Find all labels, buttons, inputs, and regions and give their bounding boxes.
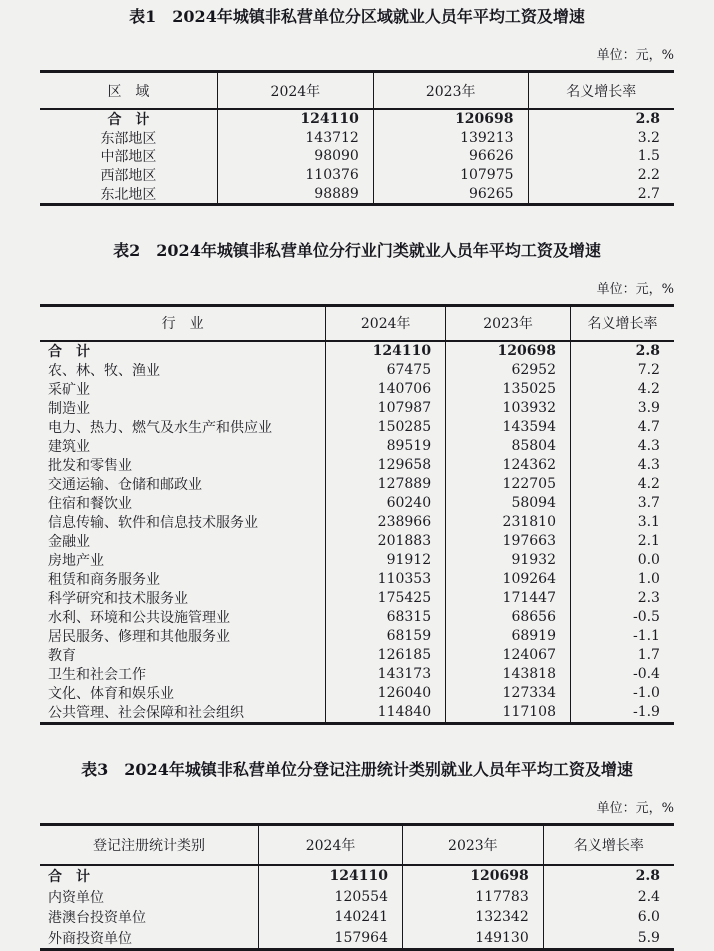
table-row <box>40 418 674 437</box>
row-label: 卫生和社会工作 <box>48 667 146 684</box>
value-2023: 68919 <box>445 627 570 646</box>
value-2024: 201883 <box>325 532 445 551</box>
value-2024: 68315 <box>325 608 445 627</box>
growth-rate: 2.8 <box>528 110 674 129</box>
table-row <box>40 147 674 166</box>
row-label: 批发和零售业 <box>48 458 132 475</box>
value-2024: 124110 <box>325 342 445 361</box>
growth-rate: -1.9 <box>570 703 674 722</box>
table-row <box>40 866 674 887</box>
value-2024: 150285 <box>325 418 445 437</box>
table2-column-header-industry: 行 业 <box>161 316 204 333</box>
table-row <box>40 927 674 948</box>
table2-title: 表2 2024年城镇非私营单位分行业门类就业人员年平均工资及增速 <box>113 240 601 260</box>
value-2023: 135025 <box>445 380 570 399</box>
value-2024: 157964 <box>258 927 402 948</box>
value-2024: 98090 <box>217 147 373 166</box>
growth-rate: 2.2 <box>528 166 674 185</box>
row-label: 制造业 <box>48 401 90 418</box>
growth-rate: 5.9 <box>543 927 674 948</box>
table-row <box>40 456 674 475</box>
growth-rate: 2.8 <box>570 342 674 361</box>
value-2024: 143712 <box>217 129 373 148</box>
value-2024: 110353 <box>325 570 445 589</box>
row-label: 教育 <box>48 648 76 665</box>
table-row <box>40 184 674 203</box>
growth-rate: 4.7 <box>570 418 674 437</box>
value-2024: 129658 <box>325 456 445 475</box>
row-label: 外商投资单位 <box>48 930 132 947</box>
table-row <box>40 665 674 684</box>
value-2023: 149130 <box>402 927 543 948</box>
value-2024: 124110 <box>217 110 373 129</box>
growth-rate: 2.4 <box>543 886 674 907</box>
growth-rate: 3.7 <box>570 494 674 513</box>
value-2024: 126040 <box>325 684 445 703</box>
table3-column-header-growth: 名义增长率 <box>543 826 674 864</box>
value-2024: 110376 <box>217 166 373 185</box>
table-row <box>40 570 674 589</box>
table1-column-header-2023: 2023年 <box>373 73 528 108</box>
value-2023: 122705 <box>445 475 570 494</box>
value-2023: 103932 <box>445 399 570 418</box>
value-2024: 67475 <box>325 361 445 380</box>
table-row <box>40 886 674 907</box>
table1-column-header-growth: 名义增长率 <box>528 73 674 108</box>
row-label: 住宿和餐饮业 <box>48 496 132 513</box>
table-row <box>40 361 674 380</box>
growth-rate: 1.5 <box>528 147 674 166</box>
value-2023: 120698 <box>445 342 570 361</box>
table1-column-header-2024: 2024年 <box>217 73 373 108</box>
value-2023: 96626 <box>373 147 528 166</box>
value-2024: 140706 <box>325 380 445 399</box>
row-label: 港澳台投资单位 <box>48 910 146 927</box>
value-2023: 117783 <box>402 886 543 907</box>
value-2023: 127334 <box>445 684 570 703</box>
table-row <box>40 646 674 665</box>
value-2024: 238966 <box>325 513 445 532</box>
value-2023: 132342 <box>402 907 543 928</box>
table-row <box>40 437 674 456</box>
row-label: 内资单位 <box>48 889 104 906</box>
row-label: 科学研究和技术服务业 <box>48 591 188 608</box>
row-label: 东部地区 <box>100 130 157 147</box>
value-2024: 140241 <box>258 907 402 928</box>
table-row <box>40 110 674 129</box>
row-label: 房地产业 <box>48 553 104 570</box>
value-2024: 89519 <box>325 437 445 456</box>
table-row <box>40 608 674 627</box>
value-2023: 117108 <box>445 703 570 722</box>
row-label: 水利、环境和公共设施管理业 <box>48 610 230 627</box>
region-wage-table <box>40 70 674 206</box>
value-2023: 58094 <box>445 494 570 513</box>
table2-column-header-2023: 2023年 <box>445 307 570 340</box>
value-2023: 139213 <box>373 129 528 148</box>
table-row <box>40 907 674 928</box>
table-row <box>40 380 674 399</box>
row-label: 东北地区 <box>100 186 157 203</box>
table-row <box>40 399 674 418</box>
growth-rate: -0.4 <box>570 665 674 684</box>
growth-rate: -0.5 <box>570 608 674 627</box>
value-2024: 143173 <box>325 665 445 684</box>
value-2024: 107987 <box>325 399 445 418</box>
table3-column-header-type: 登记注册统计类别 <box>93 837 206 854</box>
table1-title: 表1 2024年城镇非私营单位分区域就业人员年平均工资及增速 <box>129 7 585 26</box>
table-row <box>40 342 674 361</box>
growth-rate: -1.1 <box>570 627 674 646</box>
value-2023: 120698 <box>402 866 543 887</box>
table-row <box>40 494 674 513</box>
growth-rate: 4.3 <box>570 456 674 475</box>
row-label: 农、林、牧、渔业 <box>48 363 160 380</box>
registration-wage-table <box>40 823 674 951</box>
registration-table-section <box>40 759 674 951</box>
value-2023: 120698 <box>373 110 528 129</box>
row-label: 建筑业 <box>48 439 90 456</box>
value-2023: 91932 <box>445 551 570 570</box>
row-label: 合 计 <box>48 344 90 361</box>
table-row <box>40 475 674 494</box>
value-2024: 126185 <box>325 646 445 665</box>
value-2023: 85804 <box>445 437 570 456</box>
growth-rate: 4.3 <box>570 437 674 456</box>
value-2024: 120554 <box>258 886 402 907</box>
table3-unit-note: 单位：元，% <box>596 800 674 816</box>
row-label: 租赁和商务服务业 <box>48 572 160 589</box>
table-row <box>40 129 674 148</box>
row-label: 西部地区 <box>100 168 157 185</box>
value-2024: 175425 <box>325 589 445 608</box>
table1-column-header-region: 区 域 <box>107 83 150 100</box>
table1-header-row <box>40 73 674 110</box>
table1-unit-note: 单位：元，% <box>596 48 674 63</box>
row-label: 文化、体育和娱乐业 <box>48 686 174 703</box>
row-label: 居民服务、修理和其他服务业 <box>48 629 230 646</box>
value-2023: 96265 <box>373 184 528 203</box>
growth-rate: 2.7 <box>528 184 674 203</box>
table-row <box>40 703 674 722</box>
table3-title: 表3 2024年城镇非私营单位分登记注册统计类别就业人员年平均工资及增速 <box>81 759 633 779</box>
value-2024: 60240 <box>325 494 445 513</box>
table1-body <box>40 110 674 203</box>
growth-rate: 6.0 <box>543 907 674 928</box>
value-2023: 107975 <box>373 166 528 185</box>
growth-rate: 1.0 <box>570 570 674 589</box>
value-2023: 171447 <box>445 589 570 608</box>
table2-column-header-growth: 名义增长率 <box>570 307 674 340</box>
value-2023: 231810 <box>445 513 570 532</box>
value-2024: 68159 <box>325 627 445 646</box>
growth-rate: 2.1 <box>570 532 674 551</box>
table3-column-header-2023: 2023年 <box>402 826 543 864</box>
table3-header-row <box>40 826 674 866</box>
table-row <box>40 627 674 646</box>
table-row <box>40 589 674 608</box>
row-label: 交通运输、仓储和邮政业 <box>48 477 202 494</box>
table2-header-row <box>40 307 674 342</box>
value-2023: 124362 <box>445 456 570 475</box>
table3-column-header-2024: 2024年 <box>258 826 402 864</box>
table3-body <box>40 866 674 948</box>
growth-rate: 2.8 <box>543 866 674 887</box>
region-table-section <box>40 6 674 206</box>
row-label: 合 计 <box>48 869 90 886</box>
value-2024: 124110 <box>258 866 402 887</box>
growth-rate: 7.2 <box>570 361 674 380</box>
growth-rate: -1.0 <box>570 684 674 703</box>
table-row <box>40 513 674 532</box>
row-label: 采矿业 <box>48 382 90 399</box>
row-label: 中部地区 <box>100 149 157 166</box>
growth-rate: 3.1 <box>570 513 674 532</box>
value-2024: 127889 <box>325 475 445 494</box>
row-label: 公共管理、社会保障和社会组织 <box>48 705 244 722</box>
row-label: 信息传输、软件和信息技术服务业 <box>48 515 258 532</box>
value-2023: 124067 <box>445 646 570 665</box>
value-2023: 197663 <box>445 532 570 551</box>
table2-unit-note: 单位：元，% <box>596 281 674 297</box>
table2-body <box>40 342 674 722</box>
value-2023: 62952 <box>445 361 570 380</box>
value-2024: 98889 <box>217 184 373 203</box>
table-row <box>40 684 674 703</box>
growth-rate: 4.2 <box>570 380 674 399</box>
growth-rate: 4.2 <box>570 475 674 494</box>
value-2023: 143818 <box>445 665 570 684</box>
table2-column-header-2024: 2024年 <box>325 307 445 340</box>
value-2024: 114840 <box>325 703 445 722</box>
table-row <box>40 532 674 551</box>
industry-table-section <box>40 240 674 725</box>
growth-rate: 3.2 <box>528 129 674 148</box>
growth-rate: 3.9 <box>570 399 674 418</box>
row-label: 合 计 <box>107 112 150 129</box>
row-label: 电力、热力、燃气及水生产和供应业 <box>48 420 272 437</box>
value-2023: 143594 <box>445 418 570 437</box>
growth-rate: 2.3 <box>570 589 674 608</box>
growth-rate: 1.7 <box>570 646 674 665</box>
table-row <box>40 551 674 570</box>
value-2023: 68656 <box>445 608 570 627</box>
growth-rate: 0.0 <box>570 551 674 570</box>
value-2023: 109264 <box>445 570 570 589</box>
row-label: 金融业 <box>48 534 90 551</box>
table-row <box>40 166 674 185</box>
industry-wage-table <box>40 304 674 725</box>
value-2024: 91912 <box>325 551 445 570</box>
